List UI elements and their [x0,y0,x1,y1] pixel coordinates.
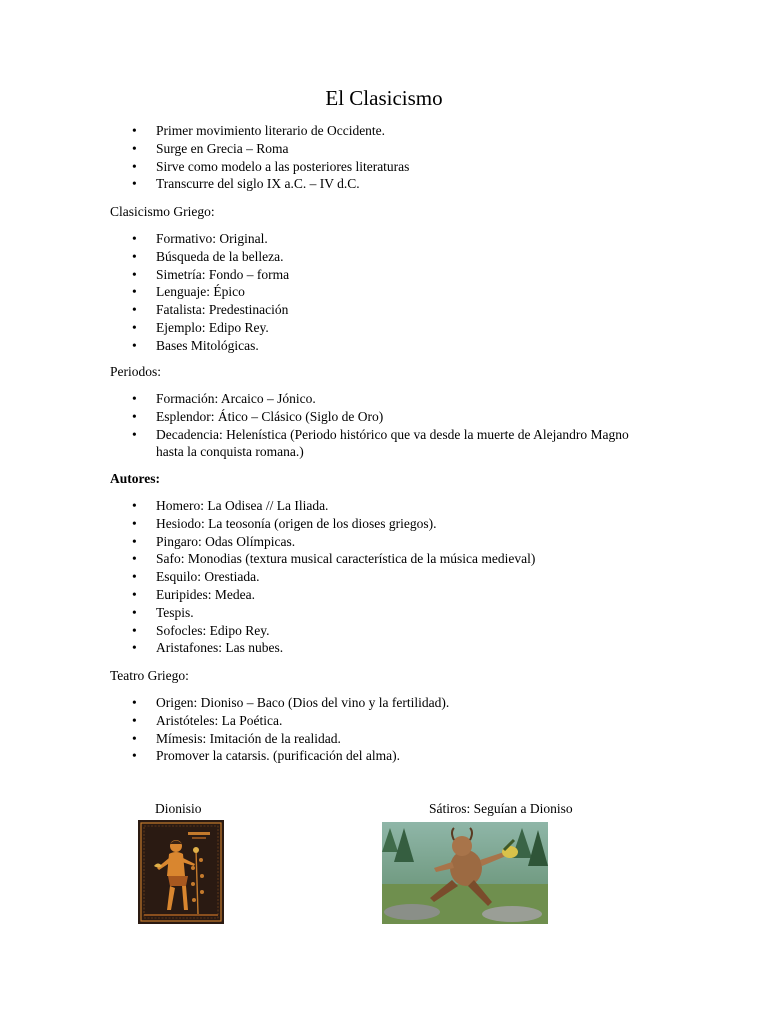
section-heading-autores: Autores: [110,471,160,486]
list-item: • Búsqueda de la belleza. [0,248,768,266]
list-item: • Safo: Monodias (textura musical característica de la música medieval) [0,550,768,568]
list-item: • Hesiodo: La teosonía (origen de los dioses griegos). [0,515,768,533]
list-item: • Homero: La Odisea // La Iliada. [0,497,768,515]
section-heading-clasicismo-griego: Clasicismo Griego: [110,204,215,219]
list-item: • Decadencia: Helenística (Periodo histórico que va desde la muerte de Alejandro Magno [0,426,768,444]
list-item: • Origen: Dioniso – Baco (Dios del vino y la fertilidad). [0,694,768,712]
dionisio-image [138,820,224,924]
list-item: • Bases Mitológicas. [0,337,768,355]
teatro-griego-list [0,694,768,765]
satiros-image [382,822,548,924]
list-item: • Promover la catarsis. (purificación del alma). [0,747,768,765]
satiros-caption: Sátiros: Seguían a Dioniso [429,801,573,816]
list-item: • Primer movimiento literario de Occidente. [0,122,768,140]
list-item: • Lenguaje: Épico [0,283,768,301]
list-item: • Mímesis: Imitación de la realidad. [0,730,768,748]
list-item: • Aristafones: Las nubes. [0,639,768,657]
list-item: • Tespis. [0,604,768,622]
list-item: • Surge en Grecia – Roma [0,140,768,158]
clasicismo-griego-list [0,230,768,355]
periodos-list [0,390,768,461]
list-item: • Aristóteles: La Poética. [0,712,768,730]
list-item: • Euripides: Medea. [0,586,768,604]
dionisio-caption: Dionisio [155,801,202,816]
list-item: • Esquilo: Orestiada. [0,568,768,586]
list-item: • Esplendor: Ático – Clásico (Siglo de Oro) [0,408,768,426]
intro-list [0,122,768,193]
list-item: • Sofocles: Edipo Rey. [0,622,768,640]
section-heading-teatro-griego: Teatro Griego: [110,668,189,683]
list-item: • Fatalista: Predestinación [0,301,768,319]
list-item: • Simetría: Fondo – forma [0,266,768,284]
list-item: • Formativo: Original. [0,230,768,248]
list-item: • Formación: Arcaico – Jónico. [0,390,768,408]
list-item: • Ejemplo: Edipo Rey. [0,319,768,337]
document-title: El Clasicismo [325,86,443,110]
list-item: • Sirve como modelo a las posteriores literaturas [0,158,768,176]
list-item: • Transcurre del siglo IX a.C. – IV d.C. [0,175,768,193]
autores-list [0,497,768,657]
list-item-continuation: hasta la conquista romana.) [156,444,304,460]
list-item: • Pingaro: Odas Olímpicas. [0,533,768,551]
section-heading-periodos: Periodos: [110,364,162,379]
